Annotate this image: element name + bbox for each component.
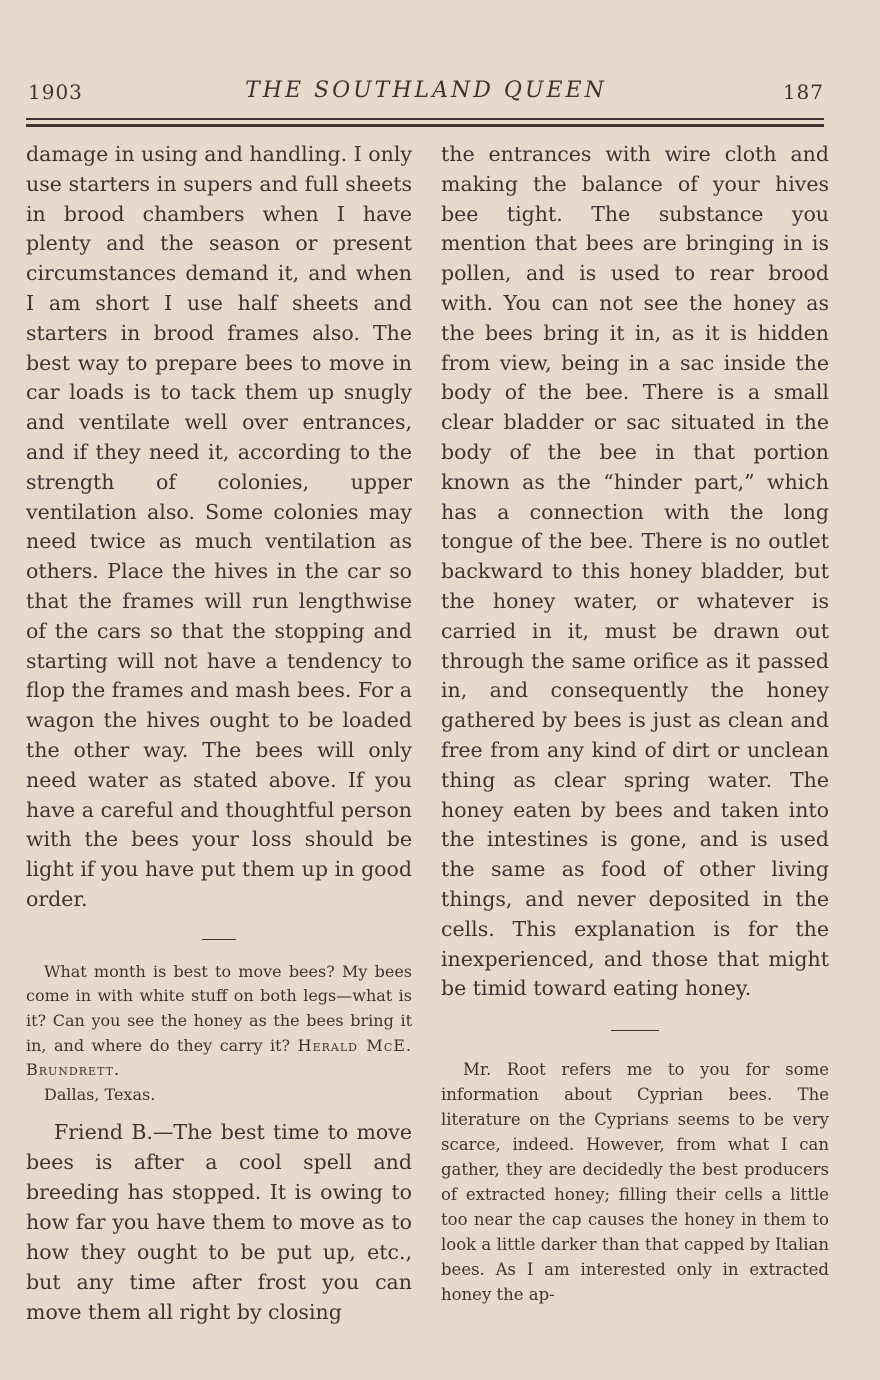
- answer-paragraph: Friend B.—The best time to move bees is after a cool spell and breeding has stopped. It is owing to how far you have them to move as to how they ought to be put up, etc., but any time after frost you can move them all right by closing: [26, 1119, 412, 1324]
- header-year: 1903: [28, 80, 83, 104]
- left-column: [26, 140, 412, 1327]
- reader-question: [26, 960, 412, 1083]
- header-page-number: 187: [782, 80, 824, 104]
- right-column: [441, 140, 829, 1307]
- header-title: THE SOUTHLAND QUEEN: [245, 78, 607, 103]
- question-text: What month is best to move bees? My bees come in with white stuff on both legs—what is it? Can you see the honey as the bees bring it in, and where do they carry it?: [26, 961, 412, 1055]
- section-separator: [202, 939, 236, 940]
- article-paragraph: damage in using and handling. I only use starters in supers and full sheets in brood chambers when I have plenty and the season or present circumstances demand it, and when I am short I use half sheets and starters in brood frames also. The best way to prepare bees to move in car loads is to tack them up snugly and ventilate well over entrances, and if they need it, according to the strength of colonies, upper ventilation also. Some colonies may need twice as much ventilation as others. Place the hives in the car so that the frames will run lengthwise of the cars so that the stopping and starting will not have a tendency to flop the frames and mash bees. For a wagon the hives ought to be loaded the other way. The bees will only need water as stated above. If you have a careful and thoughtful person with the bees your loss should be light if you have put them up in good order.: [26, 142, 412, 911]
- running-header: [26, 76, 826, 108]
- section-separator: [611, 1030, 659, 1031]
- header-rule-thick: [26, 124, 824, 127]
- question-signature: Herald McE. Brundrett.: [26, 1035, 413, 1080]
- question-location: Dallas, Texas.: [44, 1084, 156, 1104]
- answer-continued: the entrances with wire cloth and making the balance of your hives bee tight. The substance you mention that bees are bringing in is pollen, and is used to rear brood with. You can not see the honey as the bees bring it in, as it is hidden from view, being in a sac inside the body of the bee. There is a small clear bladder or sac situated in the body of the bee in that portion known as the “hinder part,” which has a connection with the long tongue of the bee. There is no outlet backward to this honey bladder, but the honey water, or whatever is carried in it, must be drawn out through the same orifice as it passed in, and consequently the honey gathered by bees is just as clean and free from any kind of dirt or unclean thing as clear spring water. The honey eaten by bees and taken into the intestines is gone, and is used the same as food of other living things, and never deposited in the cells. This explanation is for the inexperienced, and those that might be timid toward eating honey.: [441, 142, 829, 1001]
- header-rule-thin: [26, 118, 824, 120]
- reader-letter: Mr. Root refers me to you for some information about Cyprian bees. The literature on the Cyprians seems to be very scarce, indeed. However, from what I can gather, they are decidedly the best producers of extracted honey; filling their cells a little too near the cap causes the honey in them to look a little darker than that capped by Italian bees. As I am interested only in extracted honey the ap-: [441, 1060, 829, 1305]
